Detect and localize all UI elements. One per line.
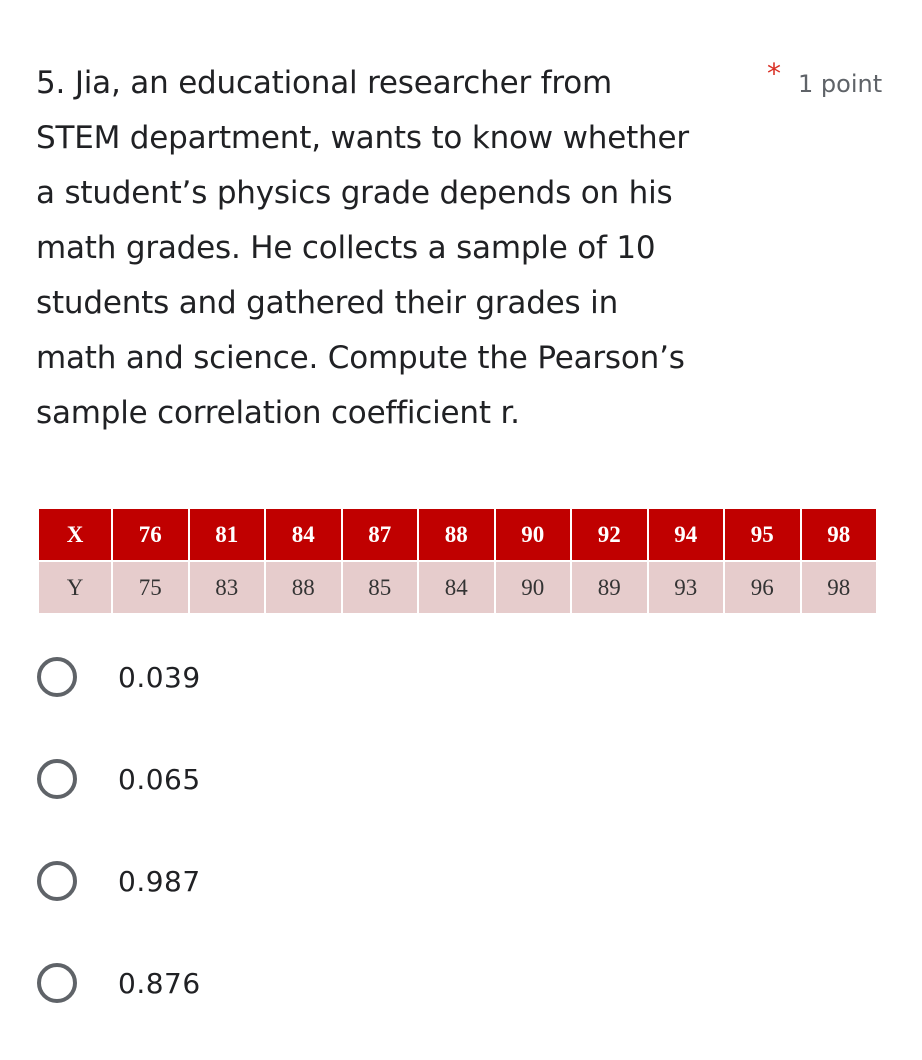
radio-button[interactable]: [37, 657, 77, 697]
table-cell: 90: [496, 562, 571, 613]
table-cell: 87: [343, 509, 418, 560]
points-label: 1 point: [798, 70, 883, 98]
table-cell: 88: [419, 509, 494, 560]
row-header-y: Y: [39, 562, 111, 613]
table-cell: 75: [113, 562, 188, 613]
table-cell: 96: [725, 562, 800, 613]
required-marker: *: [767, 57, 781, 90]
radio-button[interactable]: [37, 759, 77, 799]
option-0065[interactable]: [37, 754, 437, 856]
question-line: STEM department, wants to know whether: [36, 120, 689, 156]
table-row-y: [39, 562, 876, 613]
table-cell: 94: [649, 509, 724, 560]
radio-button[interactable]: [37, 963, 77, 1003]
table-cell: 88: [266, 562, 341, 613]
question-text: [36, 56, 756, 441]
table-cell: 98: [802, 509, 877, 560]
option-label[interactable]: 0.039: [118, 661, 201, 694]
option-0987[interactable]: [37, 856, 437, 958]
question-line: math grades. He collects a sample of 10: [36, 230, 656, 266]
table-cell: 84: [266, 509, 341, 560]
option-label[interactable]: 0.876: [118, 967, 201, 1000]
row-header-x: X: [39, 509, 111, 560]
question-line: 5. Jia, an educational researcher from: [36, 65, 612, 101]
table-cell: 98: [802, 562, 877, 613]
table-cell: 89: [572, 562, 647, 613]
table-cell: 83: [190, 562, 265, 613]
question-line: math and science. Compute the Pearson’s: [36, 340, 685, 376]
answer-options: [37, 652, 437, 1060]
table-cell: 93: [649, 562, 724, 613]
table-cell: 92: [572, 509, 647, 560]
data-table: [37, 507, 878, 615]
radio-button[interactable]: [37, 861, 77, 901]
question-line: a student’s physics grade depends on his: [36, 175, 673, 211]
option-0039[interactable]: [37, 652, 437, 754]
question-line: students and gathered their grades in: [36, 285, 619, 321]
table-cell: 81: [190, 509, 265, 560]
table-cell: 84: [419, 562, 494, 613]
option-0876[interactable]: [37, 958, 437, 1060]
table-cell: 76: [113, 509, 188, 560]
table-row-x: [39, 509, 876, 560]
table-cell: 90: [496, 509, 571, 560]
option-label[interactable]: 0.065: [118, 763, 201, 796]
table-cell: 85: [343, 562, 418, 613]
option-label[interactable]: 0.987: [118, 865, 201, 898]
question-line: sample correlation coefficient r.: [36, 395, 520, 431]
table-cell: 95: [725, 509, 800, 560]
